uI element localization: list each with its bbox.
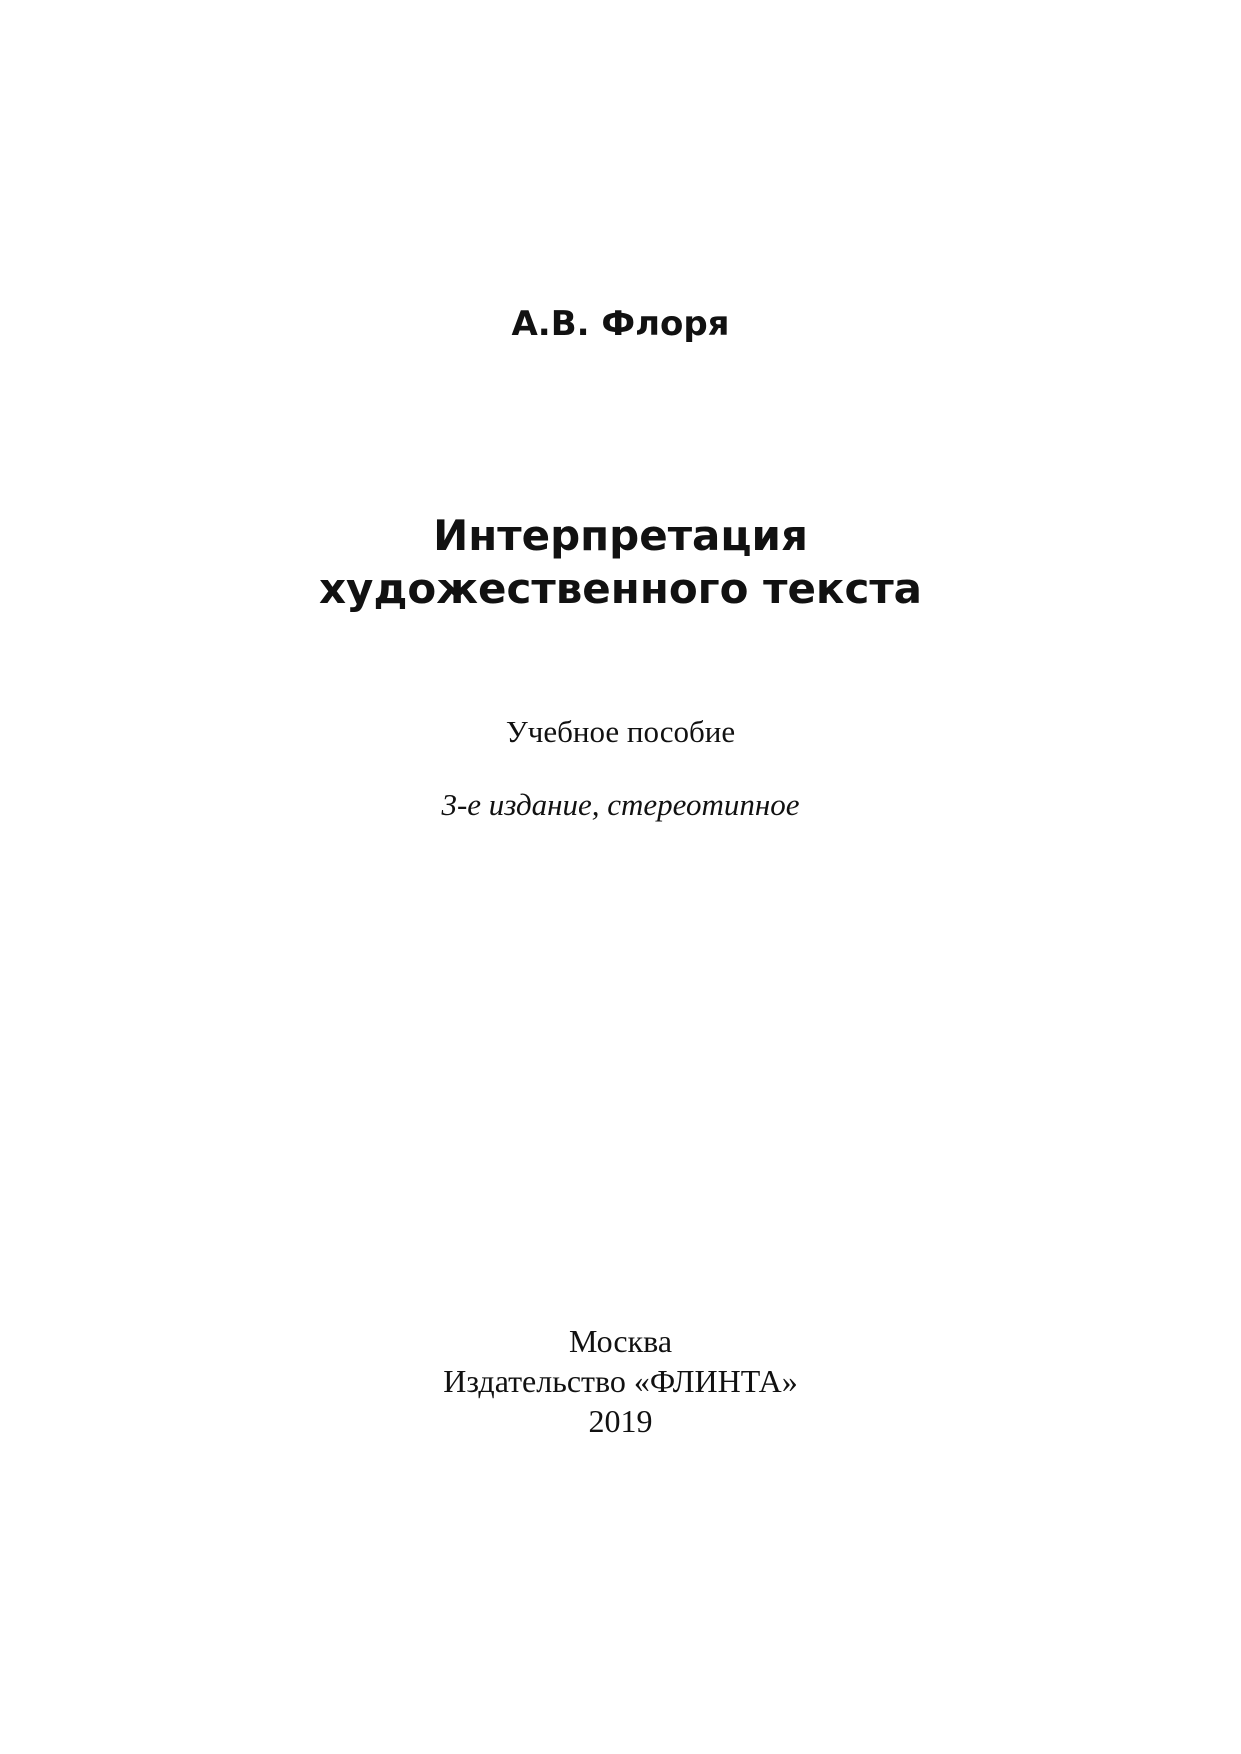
author-name: А.В. Флоря: [511, 304, 730, 344]
book-subtitle: Учебное пособие: [505, 714, 736, 749]
book-title-line-2: художественного текста: [318, 564, 923, 613]
imprint-year: 2019: [588, 1403, 653, 1439]
imprint-publisher: Издательство «ФЛИНТА»: [443, 1363, 798, 1399]
imprint-city: Москва: [568, 1323, 673, 1359]
book-title-line-1: Интерпретация: [433, 511, 808, 560]
edition-note: 3-е издание, стереотипное: [441, 787, 800, 822]
